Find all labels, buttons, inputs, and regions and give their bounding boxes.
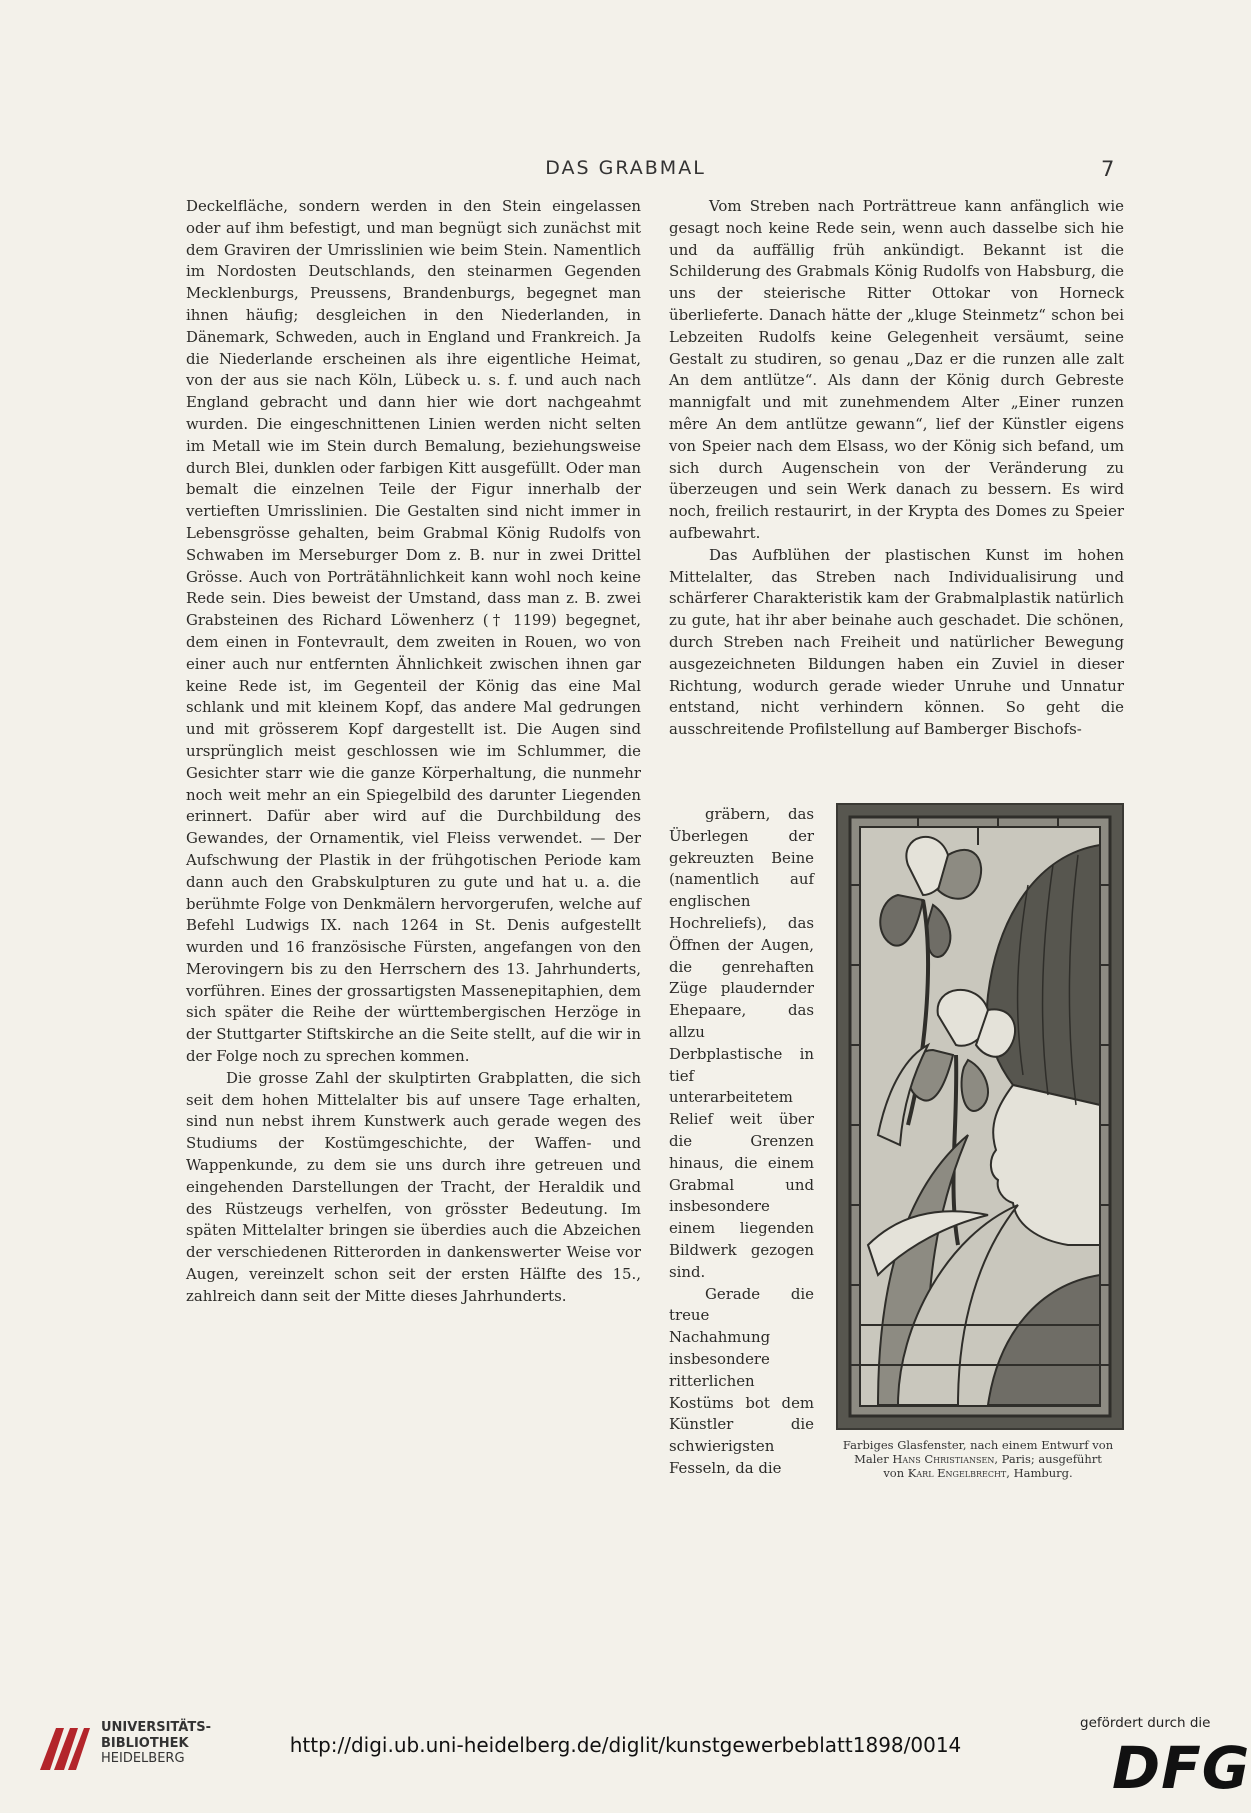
left-paragraph-1: Deckelfläche, sondern werden in den Stein eingelassen oder auf ihm befestigt, und man begnügt sich zunächst mit dem Graviren der Umrisslinien wie beim Stein. Namentlich im Nordosten Deutschlands, den steinarmen Gegenden Mecklenburgs, Preussens, Brandenburgs, begegnet man ihnen häufig; desgleichen in den Niederlanden, in Dänemark, Schweden, auch in England und Frankreich. Ja die Niederlande erscheinen als ihre eigentliche Heimat, von der aus sie nach Köln, Lübeck u. s. f. und auch nach England gebracht und dann hier wie dort nachgeahmt wurden. Die eingeschnittenen Linien werden nicht selten im Metall wie im Stein durch Bemalung, beziehungsweise durch Blei, dunklen oder farbigen Kitt ausgefüllt. Oder man bemalt die einzelnen Teile der Figur innerhalb der vertieften Umrisslinien. Die Gestalten sind nicht immer in Lebensgrösse gehalten, beim Grabmal König Rudolfs von Schwaben im Merseburger Dom z. B. nur in zwei Drittel Grösse. Auch von Porträtähnlichkeit kann wohl noch keine Rede sein. Dies beweist der Umstand, dass man z. B. zwei Grabsteinen des Richard Löwenherz († 1199) begegnet, dem einen in Fontevrault, dem zweiten in Rouen, wo von einer auch nur entfernten Ähnlichkeit zwischen ihnen gar keine Rede ist, im Gegenteil der König das eine Mal schlank und mit kleinem Kopf, das andere Mal gedrungen und mit grösserem Kopf dargestellt ist. Die Augen sind ursprünglich meist geschlossen wie im Schlummer, die Gesichter starr wie die ganze Körperhaltung, die nunmehr noch weit mehr an ein Spiegelbild des darunter Liegenden erinnert. Dafür aber wird auf die Durchbildung des Gewandes, der Ornamentik, viel Fleiss verwendet. — Der Aufschwung der Plastik in der frühgotischen Periode kam dann auch den Grabskulpturen zu gute und hat u. a. die berühmte Folge von Denkmälern hervorgerufen, welche auf Befehl Ludwigs IX. nach 1264 in St. Denis aufgestellt wurden und 16 französische Fürsten, angefangen von den Merovingern bis zu den Herrschern des 13. Jahrhunderts, vorführen. Eines der grossartigsten Massenepitaphien, dem sich später die Reihe der württembergischen Herzöge in der Stuttgarter Stiftskirche an die Seite stellt, auf die wir in der Folge noch zu sprechen kommen.: [186, 197, 641, 1066]
library-name-line-2: BIBLIOTHEK: [101, 1735, 189, 1751]
caption-line-3-prefix: von: [883, 1466, 908, 1480]
stained-glass-illustration: [838, 805, 1122, 1428]
right-narrow-column: [669, 804, 814, 1480]
caption-artist: Hans Christiansen: [892, 1452, 995, 1466]
source-url-link[interactable]: http://digi.ub.uni-heidelberg.de/diglit/kunstgewerbeblatt1898/0014: [289, 1733, 962, 1757]
stained-glass-figure: [836, 803, 1124, 1430]
library-name-line-1: UNIVERSITÄTS-: [101, 1720, 211, 1735]
caption-line-2-prefix: Maler: [854, 1452, 893, 1466]
funded-by-label: gefördert durch die: [1080, 1715, 1211, 1731]
caption-line-3-suffix: , Hamburg.: [1006, 1466, 1073, 1480]
dfg-logo: DFG: [1112, 1734, 1251, 1802]
right-paragraph-1: Vom Streben nach Porträttreue kann anfänglich wie gesagt noch keine Rede sein, wenn auch dasselbe sich hie und da auffällig früh ankündigt. Bekannt ist die Schilderung des Grabmals König Rudolfs von Habsburg, die uns der steierische Ritter Ottokar von Horneck überlieferte. Danach hätte der „kluge Steinmetz“ schon bei Lebzeiten Rudolfs keine Gelegenheit versäumt, seine Gestalt zu studiren, so genau „Daz er die runzen alle zalt An dem antlütze“. Als dann der König durch Gebreste mannigfalt und mit zunehmendem Alter „Einer runzen mêre An dem antlütze gewann“, lief der Künstler eigens von Speier nach dem Elsass, wo der König sich befand, um sich durch Augenschein von der Veränderung zu überzeugen und sein Werk danach zu bessern. Es wird noch, freilich restaurirt, in der Krypta des Domes zu Speier aufbewahrt.: [669, 197, 1124, 542]
right-narrow-paragraph-2: Gerade die treue Nachahmung insbesondere ritterlichen Kostüms bot dem Künstler die schwierigsten Fesseln, da die: [669, 1284, 814, 1477]
left-paragraph-2: Die grosse Zahl der skulptirten Grabplatten, die sich seit dem hohen Mittelalter bis auf unsere Tage erhalten, sind nun nebst ihrem Kunstwerk auch gerade wegen des Studiums der Kostümgeschichte, der Waffen- und Wappenkunde, zu dem sie uns durch ihre getreuen und eingehenden Darstellungen der Tracht, der Heraldik und des Rüstzeugs verhelfen, von grösster Bedeutung. Im späten Mittelalter bringen sie überdies auch die Abzeichen der verschiedenen Ritterorden in dankenswerter Weise vor Augen, vereinzelt schon seit der ersten Hälfte des 15., zahlreich dann seit der Mitte dieses Jahrhunderts.: [186, 1068, 641, 1305]
caption-line-2-suffix: , Paris; ausgeführt: [994, 1452, 1102, 1466]
left-text-column: [186, 196, 641, 1308]
page-number: 7: [1101, 157, 1115, 181]
library-name-line-3: HEIDELBERG: [101, 1751, 185, 1766]
caption-maker: Karl Engelbrecht: [907, 1466, 1007, 1480]
page-header-title: DAS GRABMAL: [545, 157, 706, 179]
right-narrow-paragraph-1: gräbern, das Überlegen der gekreuzten Beine (namentlich auf englischen Hochreliefs), das Öffnen der Augen, die genrehaften Züge plaudernder Ehepaare, das allzu Derbplastische in tief unterarbeitetem Relief weit über die Grenzen hinaus, die einem Grabmal und insbesondere einem liegenden Bildwerk gezogen sind.: [669, 805, 814, 1281]
figure-caption: [826, 1438, 1130, 1480]
caption-line-1: Farbiges Glasfenster, nach einem Entwurf von: [842, 1438, 1114, 1452]
right-text-column: [669, 196, 1124, 741]
right-paragraph-2: Das Aufblühen der plastischen Kunst im hohen Mittelalter, das Streben nach Individualisirung und schärferer Charakteristik kam der Grabmalplastik natürlich zu gute, hat ihr aber beinahe auch geschadet. Die schönen, durch Streben nach Freiheit und natürlicher Bewegung ausgezeichneten Bildungen haben ein Zuviel in dieser Richtung, wodurch gerade wieder Unruhe und Unnatur entstand, nicht verhindern können. So geht die ausschreitende Profilstellung auf Bamberger Bischofs-: [669, 545, 1124, 739]
